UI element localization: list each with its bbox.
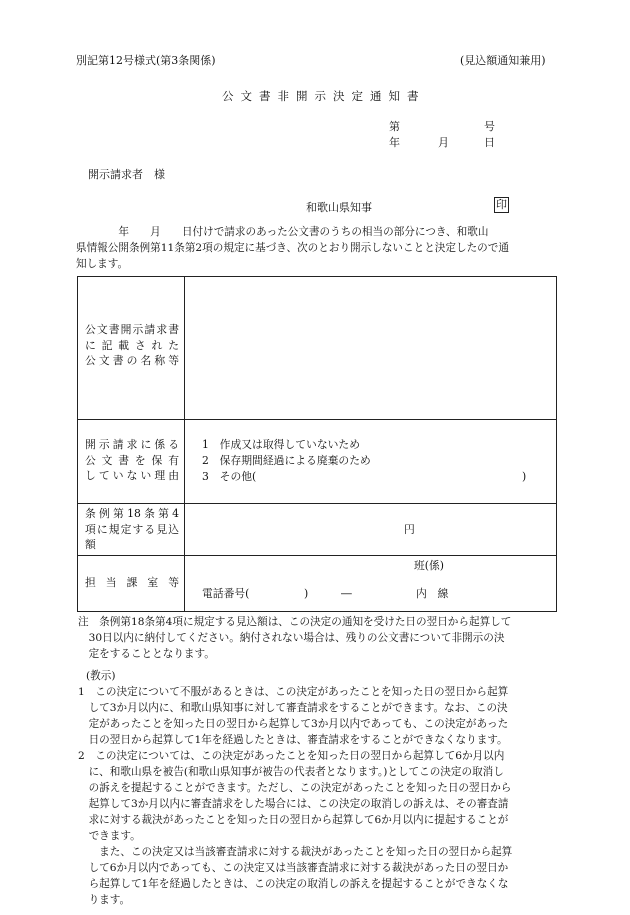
form-note: (見込額通知兼用) <box>460 54 546 67</box>
instruction-line-3: 定があったことを知った日の翌日から起算して3か月以内であっても、この決定があった <box>78 718 509 730</box>
intro-line-1: 年 月 日付けで請求のあった公文書のうちの相当の部分につき、和歌山 <box>76 226 489 238</box>
note-line-3: 定をすることとなります。 <box>78 648 215 660</box>
instruction-line-6: に、和歌山県を被告(和歌山県知事が被告の代表者となります。)としてこの決定の取消し <box>78 766 504 778</box>
note-line-2: 30日以内に納付してください。納付されない場合は、残りの公文書について非開示の決 <box>78 632 505 644</box>
row-document-name-label: 公文書開示請求書 に記載された 公文書の名称等 <box>85 323 179 367</box>
reason-3: 3 その他( <box>202 470 257 483</box>
instruction-line-5: 2 この決定については、この決定があったことを知った日の翌日から起算して6か月以内 <box>78 750 505 762</box>
row-estimate-label: 条例第18条第4 項に規定する見込 額 <box>85 507 179 551</box>
section-label: 班(係) <box>414 559 445 572</box>
row-department-label: 担当課室等 <box>85 576 179 589</box>
reason-2: 2 保存期間経過による廃棄のため <box>202 454 371 467</box>
instruction-line-10: できます。 <box>78 830 141 842</box>
table-divider-2 <box>78 503 556 504</box>
phone-label: 電話番号( <box>202 587 250 600</box>
note-line-1: 注 条例第18条第4項に規定する見込額は、この決定の通知を受けた日の翌日から起算して <box>78 616 512 628</box>
addressee: 開示請求者 様 <box>88 168 165 181</box>
phone-close: ) <box>304 587 309 600</box>
table-divider-3 <box>78 555 556 556</box>
instruction-line-14: ります。 <box>78 894 131 906</box>
instruction-line-12: して6か月以内であっても、この決定又は当該審査請求に対する裁決があった日の翌日か <box>78 862 509 874</box>
intro-line-2: 県情報公開条例第11条第2項の規定に基づき、次のとおり開示しないことと決定したので通 <box>76 242 509 254</box>
doc-number-prefix: 第 <box>389 120 400 133</box>
instruction-line-13: ら起算して1年を経過したときは、この決定の取消しの訴えを提起することができなくな <box>78 878 509 890</box>
estimate-unit: 円 <box>404 523 415 536</box>
instruction-line-11: また、この決定又は当該審査請求に対する裁決があったことを知った日の翌日から起算 <box>78 846 513 858</box>
reason-1: 1 作成又は取得していないため <box>202 438 361 451</box>
instruction-line-1: 1 この決定について不服があるときは、この決定があったことを知った日の翌日から起算 <box>78 686 509 698</box>
instruction-line-4: 日の翌日から起算して1年を経過したときは、審査請求をすることができなくなります。 <box>78 734 508 746</box>
table-divider-vertical <box>184 277 185 611</box>
instruction-line-9: 求に対する裁決があったことを知った日の翌日から起算して6か月以内に提起することが <box>78 814 509 826</box>
phone-dash: ― <box>341 587 352 600</box>
extension-label: 内 線 <box>416 587 449 600</box>
instruction-line-8: 起算して3か月以内に審査請求をした場合には、この決定の取消しの訴えは、その審査請 <box>78 798 509 810</box>
instructions-heading: (教示) <box>86 670 116 682</box>
reason-3-close: ) <box>522 470 527 483</box>
date-day: 日 <box>484 136 495 149</box>
date-year: 年 <box>389 136 400 149</box>
document-title: 公文書非開示決定通知書 <box>222 89 426 103</box>
issuer-name: 和歌山県知事 <box>306 201 372 214</box>
seal-mark: 印 <box>496 198 507 211</box>
doc-number-suffix: 号 <box>484 120 495 133</box>
row-reason-label: 開示請求に係る 公文書を保有 していない理由 <box>85 438 179 482</box>
form-label: 別記第12号様式(第3条関係) <box>76 54 216 67</box>
intro-line-3: 知します。 <box>76 258 129 270</box>
date-month: 月 <box>438 136 449 149</box>
table-divider-1 <box>78 419 556 420</box>
instruction-line-2: して3か月以内に、和歌山県知事に対して審査請求をすることができます。なお、この決 <box>78 702 508 714</box>
instruction-line-7: の訴えを提起することができます。ただし、この決定があったことを知った日の翌日から <box>78 782 512 794</box>
decision-table <box>77 276 557 612</box>
